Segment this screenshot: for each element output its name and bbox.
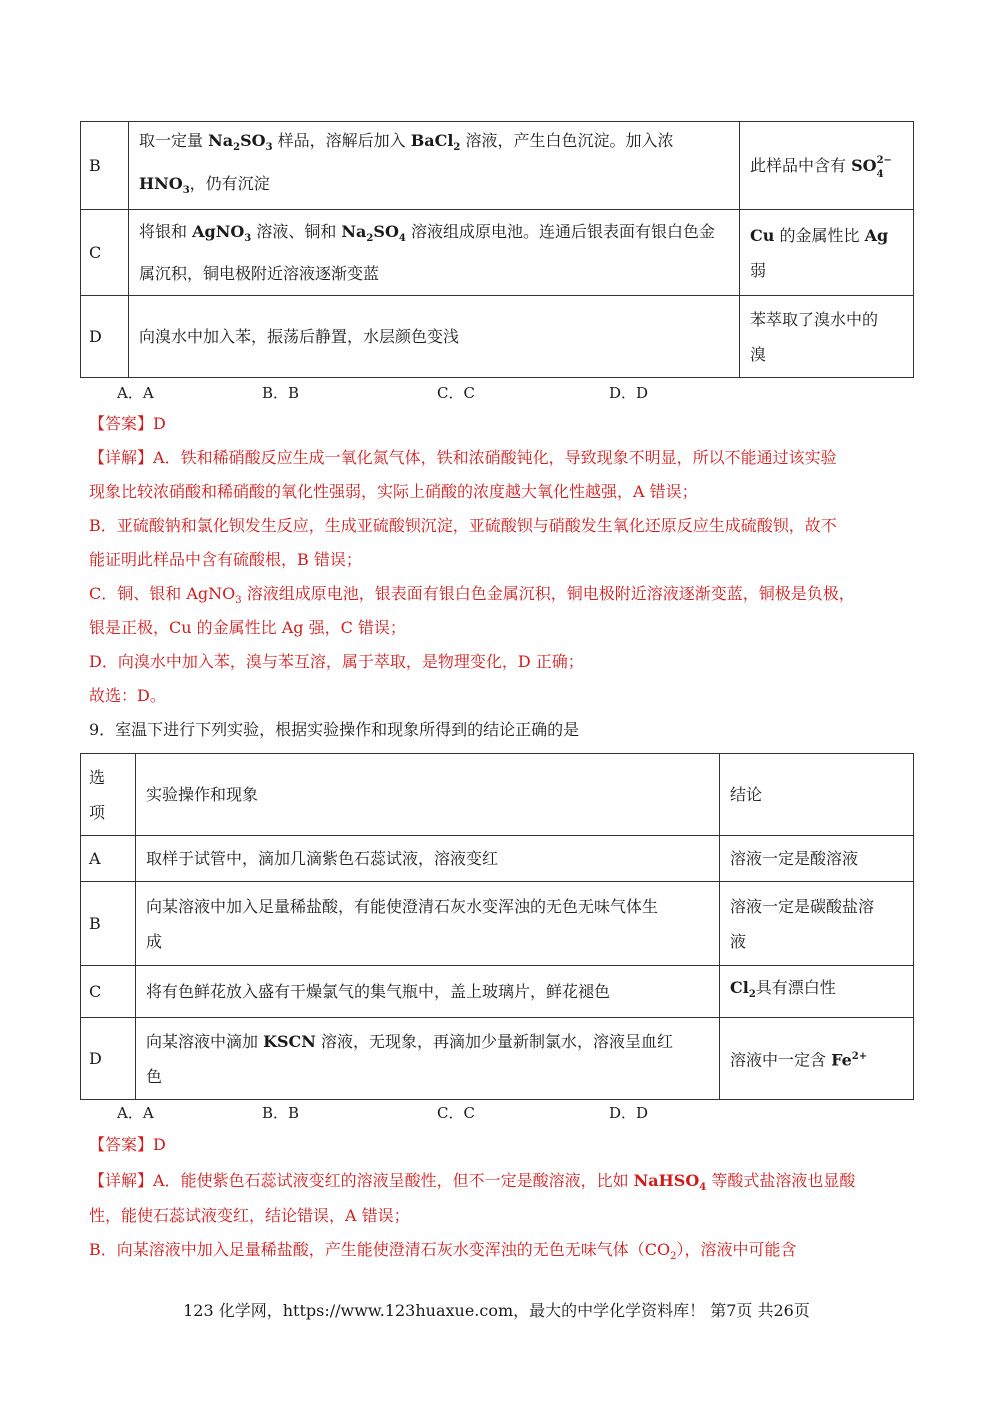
row-operation: 向溴水中加入苯，振荡后静置，水层颜色变浅 [129,296,740,378]
table-row [81,836,914,882]
option-d: D．D [609,384,649,402]
row-conclusion: 此样品中含有 SO 2− 4 [740,122,914,210]
table-row [81,966,914,1018]
explanation-1-line-b2: 能证明此样品中含有硫酸根，B 错误； [89,550,362,569]
row-label: B [81,882,136,966]
row-operation: 取样于试管中，滴加几滴紫色石蕊试液，溶液变红 [136,836,720,882]
row-label: C [81,966,136,1018]
row-label: D [81,1018,136,1100]
header-option: 选 项 [81,754,136,836]
question-9-title: 9．室温下进行下列实验，根据实验操作和现象所得到的结论正确的是 [89,720,580,739]
experiment-table-1 [80,121,914,378]
row-conclusion: 溶液一定是碳酸盐溶 液 [720,882,914,966]
explanation-2-line-b1: B．向某溶液中加入足量稀盐酸，产生能使澄清石灰水变浑浊的无色无味气体$(CO_2)$，溶液中可能含 [89,1240,797,1263]
explanation-1-line-c2: 银是正极，Cu 的金属性比 Ag 强，C 错误； [89,618,406,637]
explanation-1-conclusion: 故选：D。 [89,686,166,705]
option-c: C．C [437,384,475,402]
row-operation: 将银和 AgNO$_3$ 溶液、铜和 $Na_2SO_4$ 溶液组成原电池。连通后银表面有银白色金 属沉积，铜电极附近溶液逐渐变蓝 [129,210,740,296]
row-operation: 将有色鲜花放入盛有干燥氯气的集气瓶中，盖上玻璃片，鲜花褪色 [136,966,720,1018]
explanation-1-line-a1: 【详解】A．铁和稀硝酸反应生成一氧化氮气体，铁和浓硝酸钝化，导致现象不明显，所以不能通过该实验 [89,448,837,467]
explanation-2-line-a1: 【详解】A．能使紫色石蕊试液变红的溶液呈酸性，但不一定是酸溶液，比如 NaHSO$_4$ 等酸式盐溶液也显酸 [89,1171,856,1194]
row-label: C [81,210,129,296]
row-label: B [81,122,129,210]
row-label: D [81,296,129,378]
explanation-1-line-d: D．向溴水中加入苯，溴与苯互溶，属于萃取，是物理变化，D 正确； [89,652,584,671]
option-b: B．B [262,1104,300,1122]
row-operation: 向某溶液中加入足量稀盐酸，有能使澄清石灰水变浑浊的无色无味气体生 成 [136,882,720,966]
answer-1: 【答案】D [89,414,166,433]
row-operation: 向某溶液中滴加 KSCN 溶液，无现象，再滴加少量新制氯水，溶液呈血红 色 [136,1018,720,1100]
header-operation: 实验操作和现象 [136,754,720,836]
option-b: B．B [262,384,300,402]
row-conclusion: $Cl_2$具有漂白性 [720,966,914,1018]
row-operation: 取一定量 $Na_2SO_3$ 样品，溶解后加入 BaCl$_2$ 溶液，产生白色沉淀。加入浓 $HNO_3$，仍有沉淀 [129,122,740,210]
row-conclusion: 溶液一定是酸溶液 [720,836,914,882]
table-header-row [81,754,914,836]
explanation-1-line-a2: 现象比较浓硝酸和稀硝酸的氧化性强弱，实际上硝酸的浓度越大氧化性越强，A 错误； [89,482,698,501]
option-a: A．A [117,384,154,402]
row-conclusion: 溶液中一定含 $Fe^{2+}$ [720,1018,914,1100]
row-label: A [81,836,136,882]
answer-2: 【答案】D [89,1135,166,1154]
header-conclusion: 结论 [720,754,914,836]
row-conclusion: 苯萃取了溴水中的 溴 [740,296,914,378]
option-c: C．C [437,1104,475,1122]
table-row [81,296,914,378]
table-row [81,1018,914,1100]
option-a: A．A [117,1104,154,1122]
experiment-table-2 [80,753,914,1100]
option-d: D．D [609,1104,649,1122]
explanation-1-line-b1: B．亚硫酸钠和氯化钡发生反应，生成亚硫酸钡沉淀，亚硫酸钡与硝酸发生氧化还原反应生成硫酸钡，故不 [89,516,837,535]
table-row [81,882,914,966]
explanation-1-line-c1: C．铜、银和 AgNO$_3$ 溶液组成原电池，银表面有银白色金属沉积，铜电极附近溶液逐渐变蓝，铜极是负极， [89,584,855,607]
table-row [81,122,914,210]
explanation-2-line-a2: 性，能使石蕊试液变红，结论错误，A 错误； [89,1206,410,1225]
row-conclusion: Cu 的金属性比 Ag 弱 [740,210,914,296]
page-footer: 123 化学网，https://www.123huaxue.com，最大的中学化学资料库！ 第7页 共26页 [183,1301,810,1320]
table-row [81,210,914,296]
